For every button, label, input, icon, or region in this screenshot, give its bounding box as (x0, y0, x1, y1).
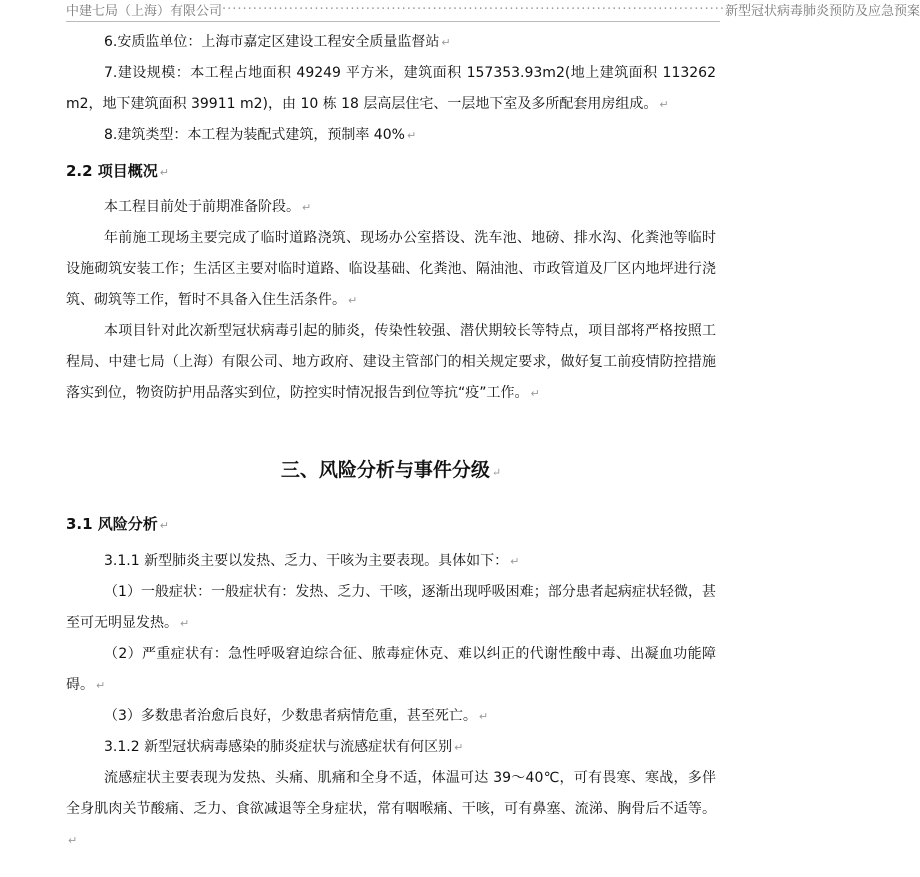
page-header (66, 0, 920, 20)
header-rule (66, 21, 720, 22)
para-prognosis: （3）多数患者治愈后良好，少数患者病情危重，甚至死亡。 ↵ (104, 708, 489, 724)
header-company: 中建七局（上海）有限公司 (66, 4, 223, 19)
para-safety-supervision: 6.安质监单位：上海市嘉定区建设工程安全质量监督站 ↵ (104, 34, 451, 50)
heading-risk-analysis: 3.1 风险分析 ↵ (66, 515, 170, 533)
para-building-type: 8.建筑类型：本工程为装配式建筑，预制率 40% ↵ (104, 127, 417, 143)
para-flu-difference: 3.1.2 新型冠状病毒感染的肺炎症状与流感症状有何区别 ↵ (104, 739, 464, 755)
para-construction-scale: 7.建设规模：本工程占地面积 49249 平方米，建筑面积 157353.93m2(地上建筑面积 113262 m2，地下建筑面积 39911 m2)，由 10 栋 18 层高层住宅、一层地下室及多所配套用房组成。 ↵ (66, 65, 716, 112)
header-dot-leader: ·································································································· (222, 2, 725, 17)
para-epidemic-measures: 本项目针对此次新型冠状病毒引起的肺炎，传染性较强、潜伏期较长等特点，项目部将严格按照工程局、中建七局（上海）有限公司、地方政府、建设主管部门的相关规定要求，做好复工前疫情防控措施落实到位，物资防护用品落实到位，防控实时情况报告到位等抗“疫”工作。 ↵ (66, 323, 716, 401)
para-main-symptoms: 3.1.1 新型肺炎主要以发热、乏力、干咳为主要表现。具体如下： ↵ (104, 553, 520, 569)
heading-risk-analysis-chapter: 三、风险分析与事件分级 ↵ (280, 459, 502, 481)
para-flu-symptoms: 流感症状主要表现为发热、头痛、肌痛和全身不适，体温可达 39～40℃，可有畏寒、寒战，多伴全身肌肉关节酸痛、乏力、食欲减退等全身症状，常有咽喉痛、干咳，可有鼻塞、流涕、胸骨后不适等。↵ (66, 770, 716, 847)
heading-project-overview: 2.2 项目概况 ↵ (66, 162, 170, 180)
para-current-stage: 本工程目前处于前期准备阶段。 ↵ (104, 199, 312, 215)
header-document-title: 新型冠状病毒肺炎预防及应急预案 (724, 4, 920, 19)
para-site-work: 年前施工现场主要完成了临时道路浇筑、现场办公室搭设、洗车池、地磅、排水沟、化粪池等临时设施砌筑安装工作；生活区主要对临时道路、临设基础、化粪池、隔油池、市政管道及厂区内地坪进行浇筑、砌筑等工作，暂时不具备入住生活条件。 ↵ (66, 230, 716, 308)
para-severe-symptoms: （2）严重症状有：急性呼吸窘迫综合征、脓毒症休克、难以纠正的代谢性酸中毒、出凝血功能障碍。 ↵ (66, 646, 716, 693)
para-general-symptoms: （1）一般症状：一般症状有：发热、乏力、干咳，逐渐出现呼吸困难；部分患者起病症状轻微，甚至可无明显发热。 ↵ (66, 584, 716, 631)
